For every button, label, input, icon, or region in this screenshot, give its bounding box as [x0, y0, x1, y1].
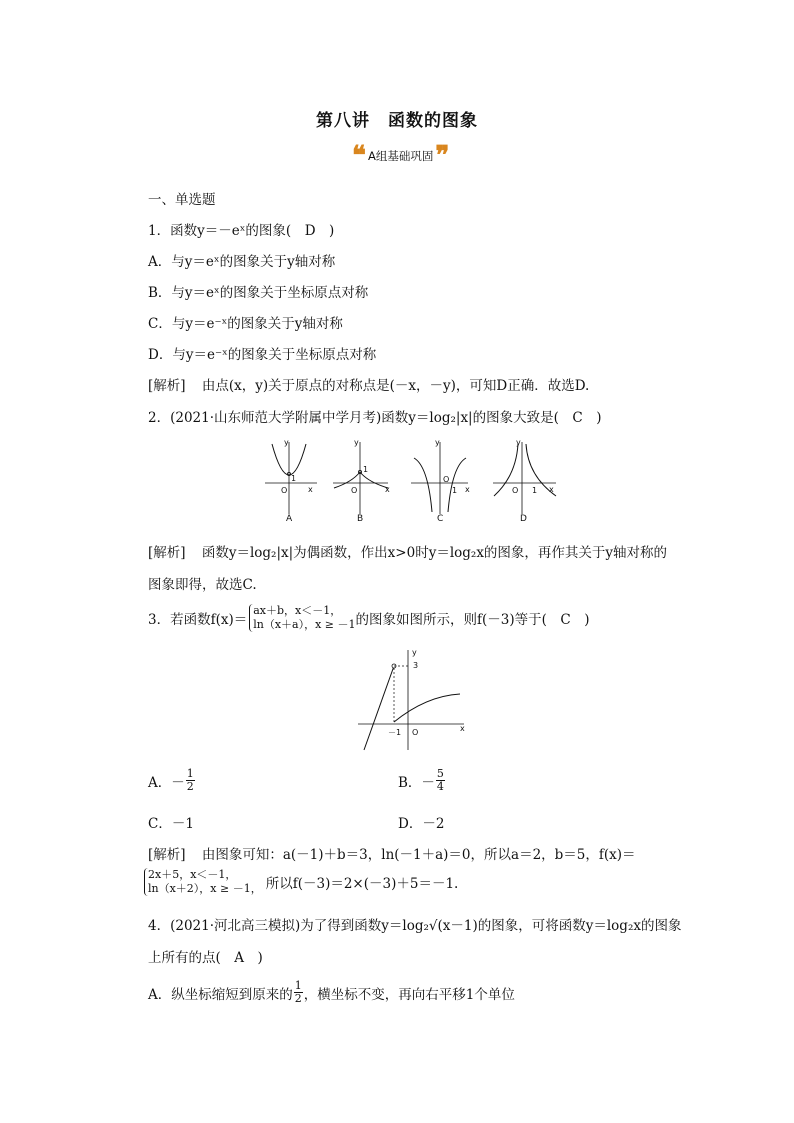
graph-a-x-label: x [308, 485, 313, 494]
section-badge [352, 141, 450, 171]
q2-analysis-line2: 图象即得，故选C. [148, 577, 257, 593]
q1-option-b: B．与y＝eˣ的图象关于坐标原点对称 [148, 285, 369, 301]
q3-stem-suffix: 的图象如图所示，则f(－3)等于( C ) [355, 612, 590, 628]
badge-label: A组基础巩固 [368, 149, 434, 163]
analysis-text: 函数y＝log₂|x|为偶函数，作出x>0时y＝log₂x的图象，再作其关于y轴对称的 [201, 545, 668, 561]
q3-graph-tick-x: －1 [388, 728, 402, 737]
q4-option-a-suffix: ，横坐标不变，再向右平移1个单位 [303, 986, 515, 1003]
analysis-text: 由点(x，y)关于原点的对称点是(－x，－y)，可知D正确．故选D. [201, 378, 590, 394]
graph-c-origin: O [443, 475, 450, 484]
graph-d-y-label: y [516, 438, 521, 447]
fraction-numerator: 5 [436, 767, 444, 780]
q3-analysis-case-2: ln（x＋2），x ≥ －1， [148, 882, 262, 895]
q2-graph-d [490, 436, 560, 526]
q4-option-a-prefix: A．纵坐标缩短到原来的 [148, 986, 293, 1003]
q2-stem: 2．(2021·山东师范大学附属中学月考)函数y＝log₂|x|的图象大致是( C ) [148, 410, 602, 426]
fraction-denominator: 2 [186, 780, 194, 793]
q3-graph-y-label: y [412, 648, 417, 657]
graph-a-y-label: y [284, 438, 289, 447]
open-quote-icon: ❝ [352, 141, 366, 171]
q3-option-a-prefix: A．－ [148, 774, 185, 791]
graph-c-x-label: x [465, 485, 470, 494]
q3-graph-tick-y: 3 [413, 661, 419, 670]
q3-option-a-fraction [186, 768, 195, 793]
q1-option-a: A．与y＝eˣ的图象关于y轴对称 [148, 254, 336, 270]
fraction-denominator: 4 [436, 780, 444, 793]
q3-graph-origin: O [412, 728, 419, 737]
q3-analysis-line2 [144, 868, 458, 896]
q4-option-a [148, 980, 515, 1005]
q3-option-c: C．－1 [148, 816, 194, 832]
graph-b-y-label: y [354, 438, 359, 447]
q3-option-b [398, 768, 446, 793]
q3-option-d: D．－2 [398, 816, 445, 832]
graph-a-label: A [286, 514, 293, 524]
section-heading: 一、单选题 [148, 192, 216, 208]
close-quote-icon: ❞ [435, 141, 450, 171]
graph-c-label: C [437, 514, 444, 524]
graph-b-one: 1 [363, 465, 369, 474]
graph-b-label: B [357, 514, 364, 524]
q3-case-1: ax＋b，x＜－1， [253, 604, 342, 617]
graph-d-one: 1 [532, 486, 538, 495]
q3-stem-prefix: 3．若函数f(x)＝ [148, 612, 248, 628]
graph-d-x-label: x [549, 485, 554, 494]
q1-option-d: D．与y＝e⁻ˣ的图象关于坐标原点对称 [148, 347, 377, 363]
graph-d-label: D [520, 514, 527, 524]
q3-analysis-case-1: 2x＋5，x＜－1， [148, 868, 237, 881]
q2-graph-b [330, 436, 392, 526]
graph-d-origin: O [512, 486, 519, 495]
fraction-numerator: 1 [294, 979, 302, 992]
page-title: 第八讲 函数的图象 [316, 111, 478, 131]
q3-option-a [148, 768, 196, 793]
q4-stem-line2: 上所有的点( A ) [148, 950, 263, 966]
analysis-tag: [解析] [148, 378, 186, 394]
q3-case-2: ln（x＋a），x ≥ －1 [253, 618, 356, 631]
fraction-numerator: 1 [186, 767, 194, 780]
graph-b-origin: O [351, 486, 358, 495]
fraction-denominator: 2 [294, 992, 302, 1005]
graph-a-one: 1 [291, 474, 297, 483]
graph-c-y-label: y [435, 438, 440, 447]
analysis-tag: [解析] [148, 847, 186, 863]
q2-analysis-line1 [148, 541, 667, 561]
q1-analysis [148, 374, 589, 394]
analysis-tag: [解析] [148, 545, 186, 561]
q3-analysis-piecewise [144, 868, 262, 896]
analysis-text: 由图象可知：a(－1)＋b＝3，ln(－1＋a)＝0，所以a＝2，b＝5，f(x)＝ [201, 847, 636, 863]
graph-c-one: 1 [452, 486, 458, 495]
q1-stem: 1．函数y＝－eˣ的图象( D ) [148, 223, 335, 239]
q3-option-b-prefix: B．－ [398, 774, 435, 791]
q3-piecewise [249, 604, 355, 632]
q3-analysis-line1 [148, 843, 636, 863]
graph-a-origin: O [281, 486, 288, 495]
q3-option-b-fraction [436, 768, 445, 793]
q3-analysis-conclusion: 所以f(－3)＝2×(－3)＋5＝－1. [265, 876, 459, 892]
q3-graph-x-label: x [460, 724, 465, 733]
q4-stem-line1: 4．(2021·河北高三模拟)为了得到函数y＝log₂√(x－1)的图象，可将函数y＝log₂x的图象 [148, 918, 682, 934]
q2-graph-c [408, 436, 472, 526]
q3-stem [148, 604, 590, 632]
q4-option-a-fraction [294, 980, 303, 1005]
q1-option-c: C．与y＝e⁻ˣ的图象关于y轴对称 [148, 316, 343, 332]
graph-b-x-label: x [385, 485, 390, 494]
